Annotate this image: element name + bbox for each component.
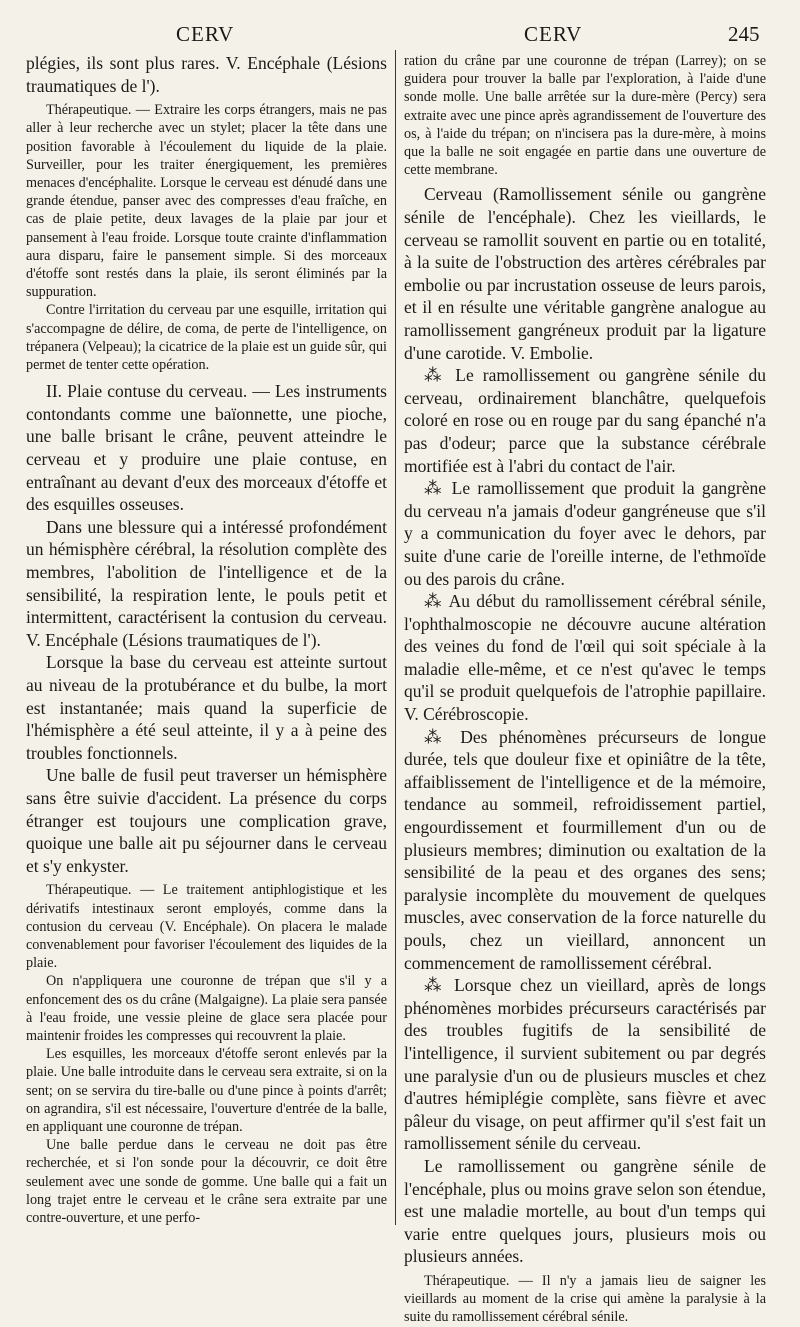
paragraph: plégies, ils sont plus rares. V. Encéphale (Lésions traumatiques de l'). bbox=[26, 53, 387, 96]
paragraph: ration du crâne par une couronne de trépan (Larrey); on se guidera pour trouver la balle par l'exploration, à l'aide d'une sonde molle. Une balle arrêtée sur la dure-mère (Percy) sera extraite avec une pince après agrandissement de l'ouverture des os, à l'aide du trépan; on n'incisera pas la dure-mère, à moins que la balle ne soit engagée en partie dans une ouverture de cette membrane. bbox=[404, 53, 766, 179]
right-column bbox=[404, 52, 766, 1327]
paragraph: ⁂ Le ramollissement ou gangrène sénile du cerveau, ordinairement blanchâtre, quelquefois coloré en rose ou en rouge par du sang épanché n'a pas d'odeur; parce que la substance cérébrale mortifiée est à l'abri du contact de l'air. bbox=[404, 365, 766, 476]
paragraph: ⁂ Au début du ramollissement cérébral sénile, l'ophthalmoscopie ne découvre aucune altération des veines du fond de l'œil qui soit spéciale à la maladie elle-même, et ce n'est qu'avec le temps qu'il se produit quelquefois de l'atrophie papillaire. V. Cérébroscopie. bbox=[404, 591, 766, 725]
paragraph: Dans une blessure qui a intéressé profondément un hémisphère cérébral, la résolution complète des membres, l'abolition de l'intelligence et de la sensibilité, la respiration lente, le pouls petit et intermittent, caractérisent la contusion du cerveau. V. Encéphale (Lésions traumatiques de l'). bbox=[26, 516, 387, 650]
paragraph: Une balle perdue dans le cerveau ne doit pas être recherchée, et si l'on sonde pour la découvrir, ce doit être seulement avec une sonde de gomme. Une balle qui a fait un long trajet entre le cerveau et le crâne sera extraite par une contre-ouverture, et une perfo- bbox=[26, 1137, 387, 1226]
paragraph: On n'appliquera une couronne de trépan que s'il y a enfoncement des os du crâne (Malgaigne). La plaie sera pansée à l'eau froide, une vessie pleine de glace sera placée pour maintenir froides les compresses qui recouvrent la plaie. bbox=[26, 973, 387, 1044]
column-divider bbox=[395, 50, 396, 1225]
paragraph: II. Plaie contuse du cerveau. — Les instruments contondants comme une baïonnette, une pioche, une balle brisant le crâne, peuvent atteindre le cerveau et y produire une plaie contuse, en entraînant au devant d'eux des morceaux d'étoffe et des esquilles osseuses. bbox=[26, 381, 387, 515]
left-column bbox=[26, 52, 387, 1227]
paragraph: Thérapeutique. — Extraire les corps étrangers, mais ne pas aller à leur recherche avec un stylet; placer la tête dans une position favorable à l'écoulement du liquide de la plaie. Surveiller, pour les traiter énergiquement, les premières menaces d'encéphalite. Lorsque le cerveau est dénudé dans une grande étendue, panser avec des compresses d'eau fraîche, en cas de plaie petite, deux lavages de la plaie par jour et pansement à l'eau froide. Lorsque toute crainte d'inflammation aura disparu, faire le pansement simple. Si des morceaux d'étoffe sont restés dans la plaie, ils seront éliminés par la suppuration. bbox=[26, 102, 387, 301]
paragraph: ⁂ Lorsque chez un vieillard, après de longs phénomènes morbides précurseurs caractérisés par des troubles fugitifs de la sensibilité de l'intelligence, il survient subitement ou par degrés une paralysie d'un ou de plusieurs muscles et chez d'autres hémiplégie complète, sans fièvre et avec pâleur du visage, on peut affirmer qu'il s'est fait un ramollissement sénile du cerveau. bbox=[404, 975, 766, 1154]
paragraph: Cerveau (Ramollissement sénile ou gangrène sénile de l'encéphale). Chez les vieillards, le cerveau se ramollit souvent en partie ou en totalité, à la suite de l'obstruction des artères cérébrales par embolie ou par incrustation osseuse de leurs parois, et il en résulte une véritable gangrène analogue au ramollissement gangréneux produit par la ligature d'une carotide. V. Embolie. bbox=[404, 184, 766, 363]
paragraph: Thérapeutique. — Le traitement antiphlogistique et les dérivatifs intestinaux seront employés, comme dans la contusion du cerveau (V. Encéphale). On placera le malade convenablement pour favoriser l'écoulement des liquides de la plaie. bbox=[26, 882, 387, 972]
paragraph: ⁂ Le ramollissement que produit la gangrène du cerveau n'a jamais d'odeur gangréneuse que s'il y a communication du foyer avec le dehors, par suite d'une carie de l'oreille interne, de l'ethmoïde ou des parois du crâne. bbox=[404, 478, 766, 589]
paragraph: ⁂ Des phénomènes précurseurs de longue durée, tels que douleur fixe et opiniâtre de la tête, affaiblissement de l'intelligence et de la mémoire, tendance au sommeil, refroidissement partiel, engourdissement et fourmillement d'un ou de plusieurs membres; diminution ou exaltation de la sensibilité de la peau et des organes des sens; paralysie incomplète du mouvement de quelques muscles, avec conservation de la force naturelle du pouls, chez un vieillard, annoncent un commencement de ramollissement cérébral. bbox=[404, 726, 766, 973]
paragraph: Le ramollissement ou gangrène sénile de l'encéphale, plus ou moins grave selon son étendue, est une maladie mortelle, au bout d'un temps qui varie entre quelques jours, plusieurs mois ou plusieurs années. bbox=[404, 1155, 766, 1267]
page-number: 245 bbox=[728, 22, 760, 46]
paragraph: Une balle de fusil peut traverser un hémisphère sans être suivie d'accident. La présence du corps étranger est toujours une complication grave, quoique une balle ait pu séjourner dans le cerveau et s'y enkyster. bbox=[26, 765, 387, 876]
paragraph: Thérapeutique. — Il n'y a jamais lieu de saigner les vieillards au moment de la crise qui amène la paralysie à la suite du ramollissement cérébral sénile. bbox=[404, 1272, 766, 1326]
paragraph: Les esquilles, les morceaux d'étoffe seront enlevés par la plaie. Une balle introduite dans le cerveau sera extraite, si on la sent; on se servira du tire-balle ou d'une pince à points d'arrêt; on agrandira, s'il est nécessaire, l'ouverture d'entrée de la balle, en appliquant une couronne de trépan. bbox=[26, 1046, 387, 1135]
paragraph: Contre l'irritation du cerveau par une esquille, irritation qui s'accompagne de délire, de coma, de perte de l'intelligence, on trépanera (Velpeau); la cicatrice de la plaie est un guide sûr, qui permet de tenter cette opération. bbox=[26, 302, 387, 374]
running-header bbox=[0, 22, 800, 52]
paragraph: Lorsque la base du cerveau est atteinte surtout au niveau de la protubérance et du bulbe, la mort est instantanée; mais quand la superficie de l'hémisphère a été seul atteinte, il y a à peine des troubles fonctionnels. bbox=[26, 652, 387, 763]
right-headword: CERV bbox=[524, 22, 583, 46]
left-headword: CERV bbox=[176, 22, 235, 46]
